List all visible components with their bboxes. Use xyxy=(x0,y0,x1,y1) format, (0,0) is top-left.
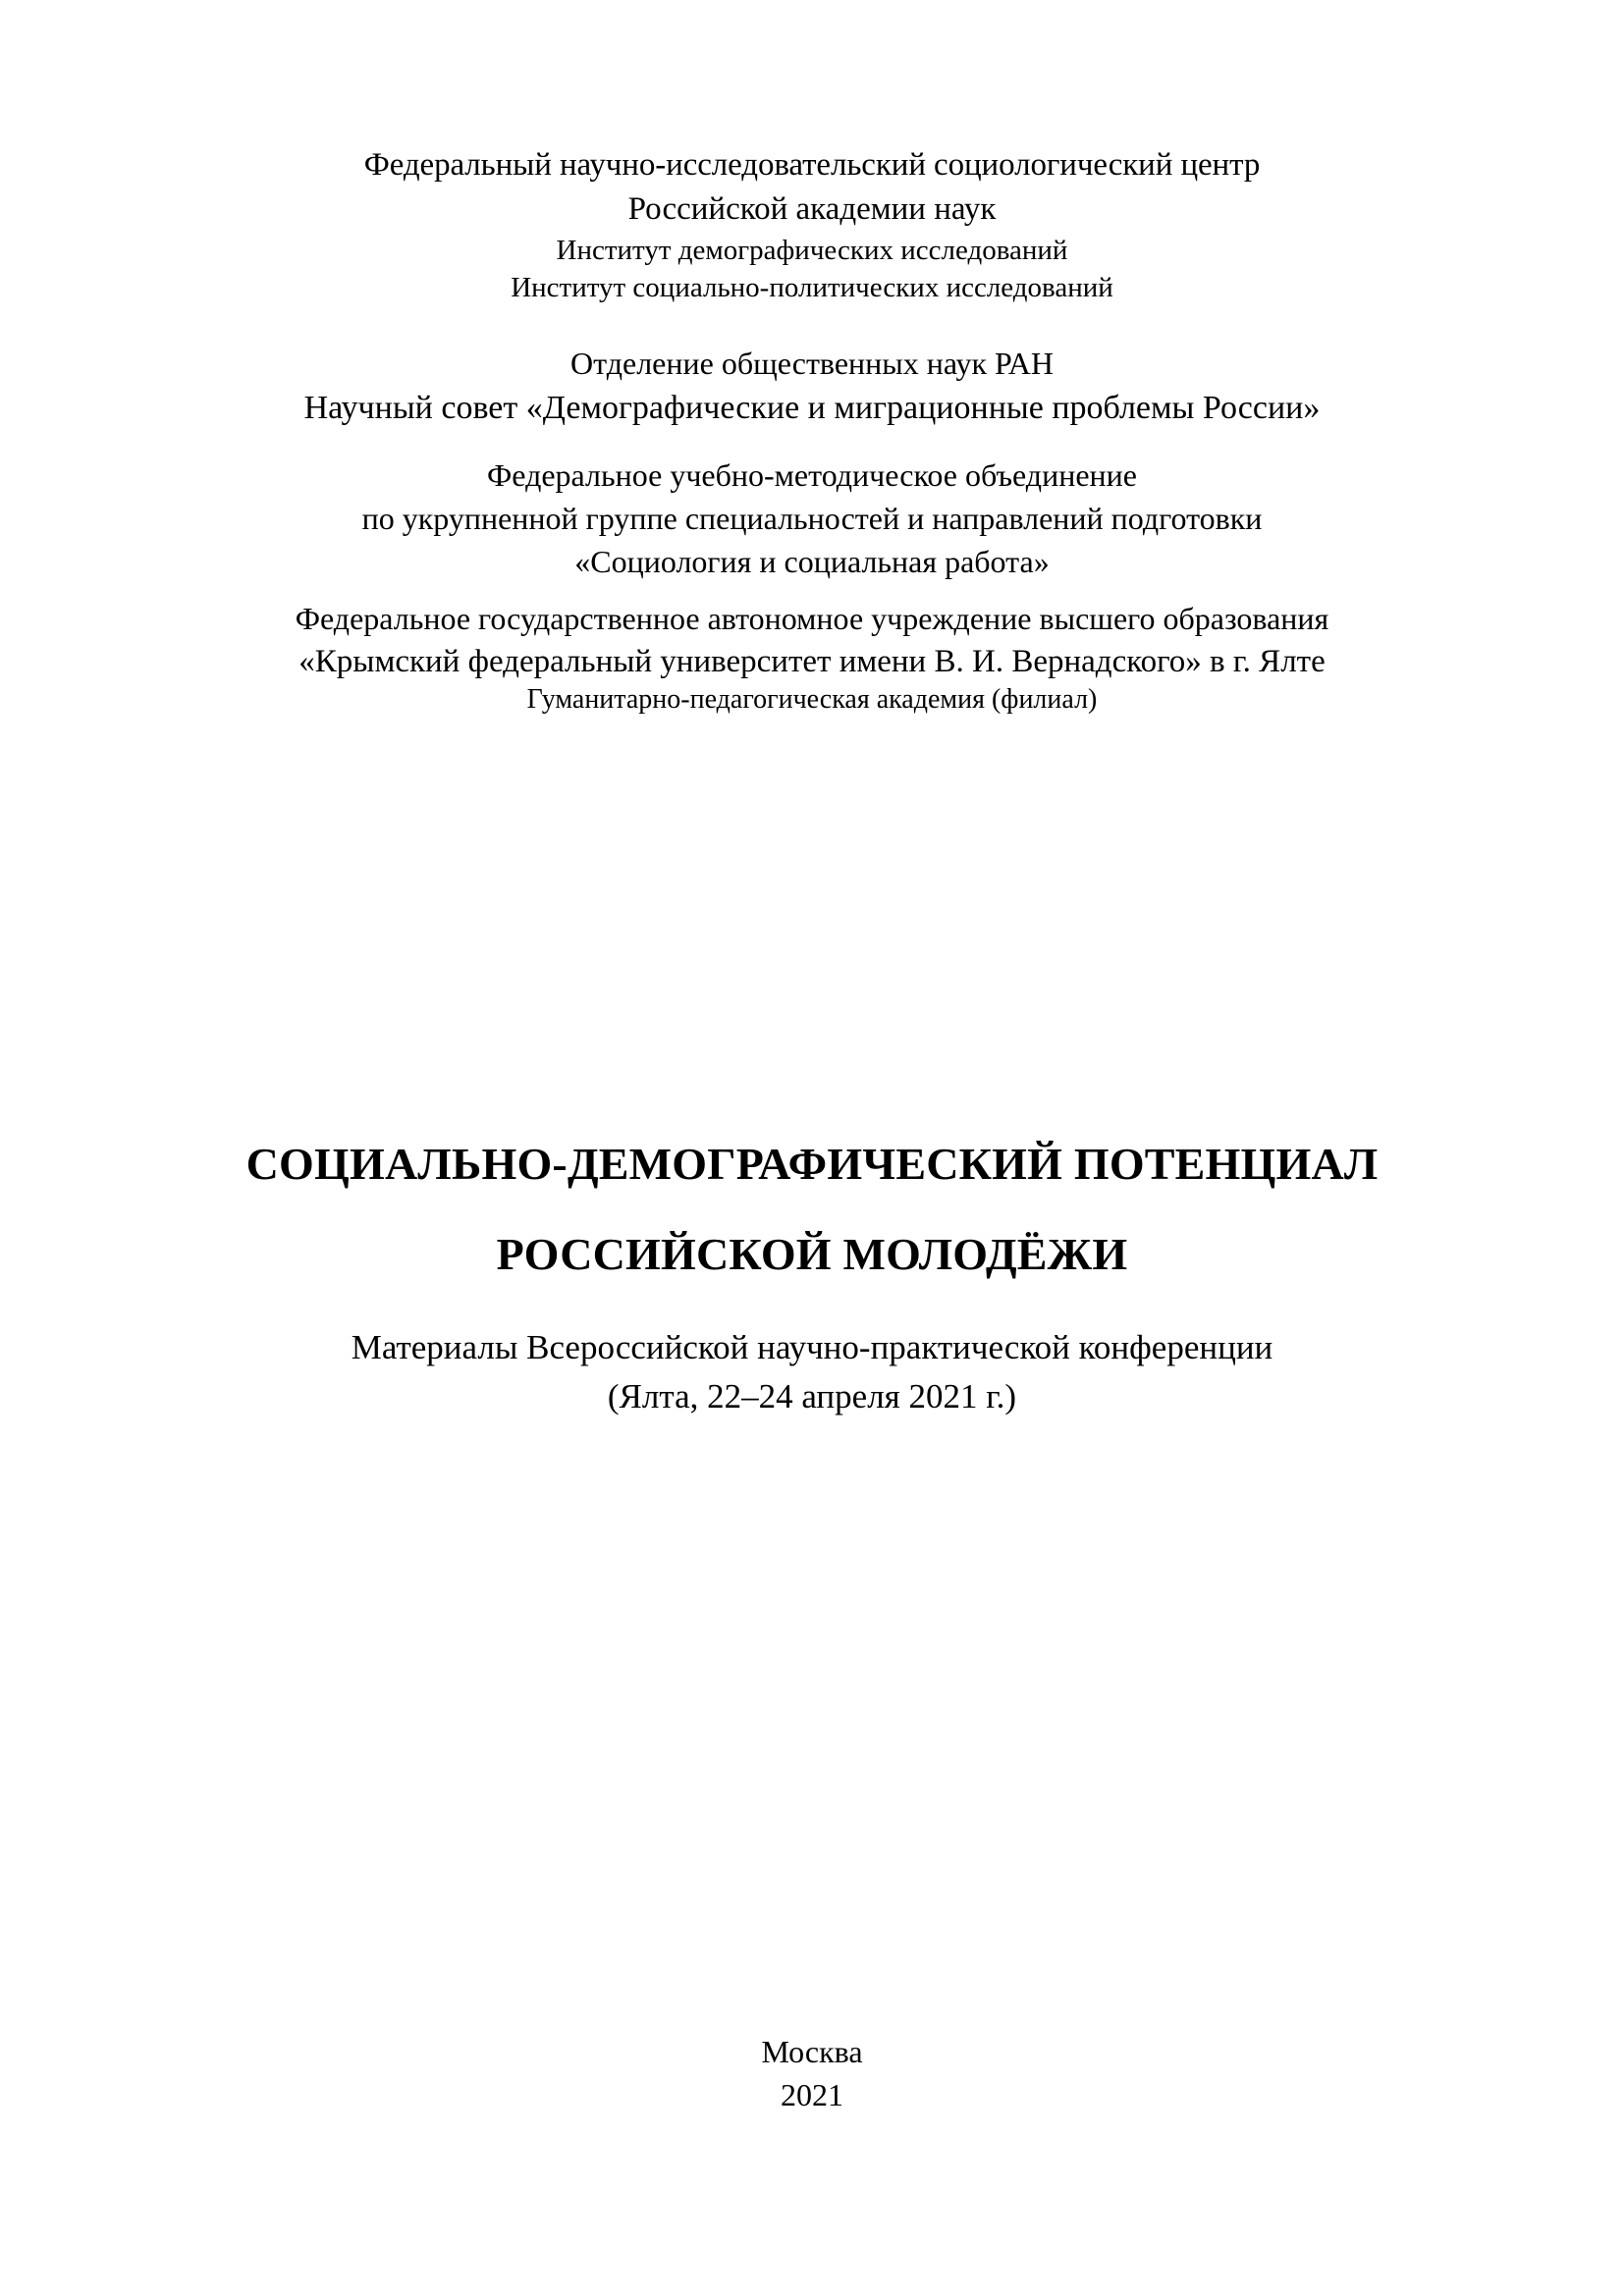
academic-council-block xyxy=(0,342,1624,431)
specialities-group-line: по укрупненной группе специальностей и направлений подготовки xyxy=(361,501,1263,536)
social-sciences-division: Отделение общественных наук РАН xyxy=(570,346,1054,381)
conference-place-and-date: (Ялта, 22–24 апреля 2021 г.) xyxy=(607,1377,1017,1415)
educational-association-block xyxy=(0,454,1624,583)
imprint xyxy=(0,2030,1624,2116)
page-title-line-1: СОЦИАЛЬНО-ДЕМОГРАФИЧЕСКИЙ ПОТЕНЦИАЛ xyxy=(245,1139,1379,1189)
institute-socio-political-research: Институт социально-политических исследований xyxy=(511,272,1113,303)
speciality-name: «Социология и социальная работа» xyxy=(574,544,1050,579)
page-subtitle xyxy=(0,1323,1624,1421)
organisation-name-line-1: Федеральный научно-исследовательский социологический центр xyxy=(363,147,1261,183)
university-legal-form: Федеральное государственное автономное учреждение высшего образования xyxy=(295,601,1329,636)
scientific-council-name: Научный совет «Демографические и миграционные проблемы России» xyxy=(303,390,1321,426)
conference-proceedings-label: Материалы Всероссийской научно-практической конференции xyxy=(351,1328,1273,1366)
page-title xyxy=(0,1119,1624,1300)
university-name: «Крымский федеральный университет имени В. И. Вернадского» в г. Ялте xyxy=(298,644,1326,679)
educational-methodical-association: Федеральное учебно-методическое объединение xyxy=(487,457,1137,493)
publication-year: 2021 xyxy=(781,2077,843,2112)
institute-demographic-research: Институт демографических исследований xyxy=(556,235,1068,266)
organisation-name-line-2: Российской академии наук xyxy=(627,191,997,227)
publication-city: Москва xyxy=(761,2034,863,2069)
page-title-line-2: РОССИЙСКОЙ МОЛОДЁЖИ xyxy=(496,1229,1128,1279)
academy-branch-name: Гуманитарно-педагогическая академия (филиал) xyxy=(526,684,1098,715)
university-block xyxy=(0,597,1624,717)
publisher-organisation-block-primary xyxy=(0,143,1624,306)
